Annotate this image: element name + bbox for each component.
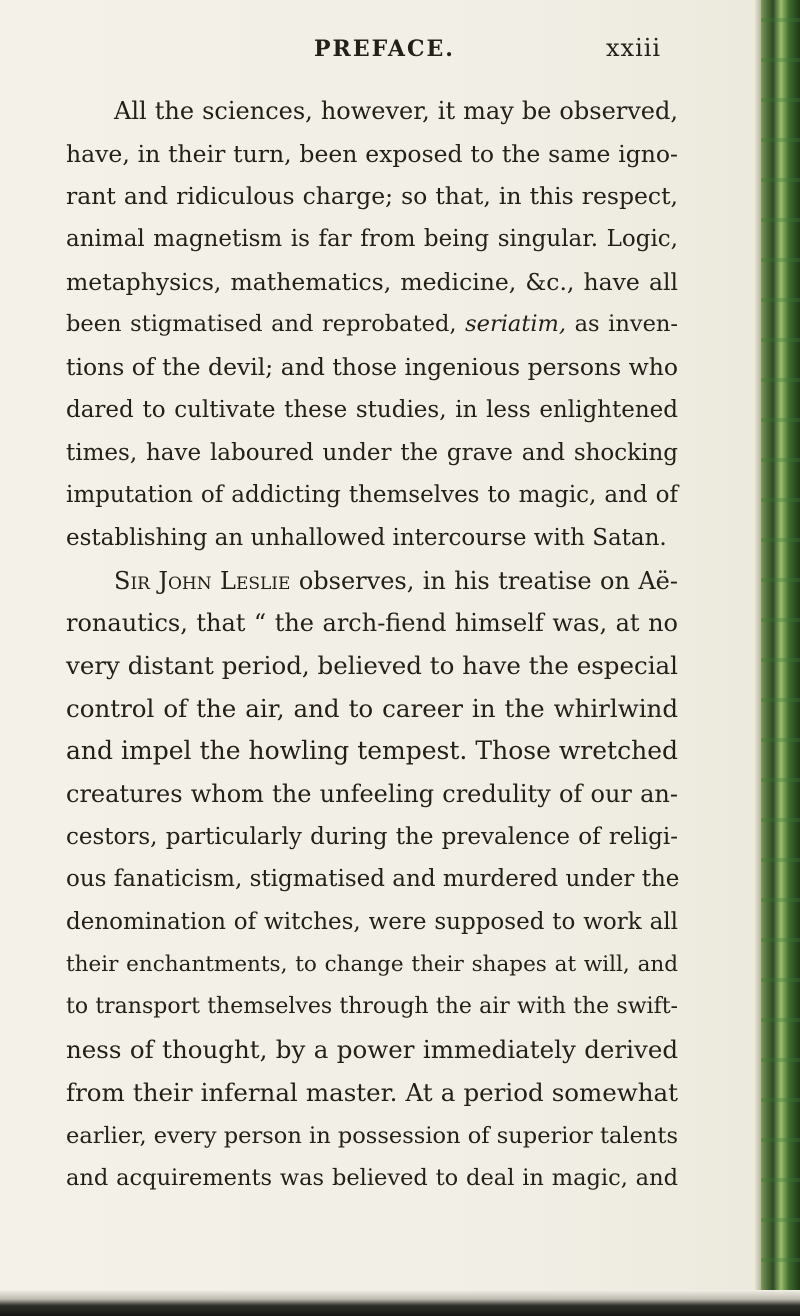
text-segment: observes, in his treatise on Aë- (298, 566, 678, 595)
text-line: their enchantments, to change their shapes at will, and (66, 951, 678, 977)
text-line: from their infernal master. At a period somewhat (66, 1077, 678, 1107)
book-binding-edge (755, 0, 800, 1316)
text-line: to transport themselves through the air with the swift- (66, 994, 678, 1020)
text-line: earlier, every person in possession of superior talents (66, 1122, 678, 1149)
text-line: and acquirements was believed to deal in magic, and (66, 1165, 678, 1192)
text-segment: as inven- (574, 311, 678, 338)
page-number: xxiii (606, 34, 662, 62)
text-line: ronautics, that “ the arch-fiend himself was, at no (66, 609, 678, 638)
text-line-mixed (114, 560, 678, 603)
text-line: dared to cultivate these studies, in less enlightened (66, 396, 678, 423)
text-line: cestors, particularly during the prevalence of religi- (66, 823, 678, 850)
text-line: All the sciences, however, it may be observed, (114, 97, 678, 125)
text-line: denomination of witches, were supposed to work all (66, 909, 678, 936)
text-segment: been stigmatised and reprobated, (66, 311, 457, 338)
text-line: times, have laboured under the grave and shocking (66, 439, 678, 466)
text-line: ous fanaticism, stigmatised and murdered under the (66, 866, 680, 893)
text-line: creatures whom the unfeeling credulity of our an- (66, 780, 678, 808)
body-text (66, 90, 680, 1200)
page-bottom-shadow (0, 1290, 800, 1316)
text-line: have, in their turn, been exposed to the same igno- (66, 139, 678, 168)
text-line: and impel the howling tempest. Those wretched (66, 736, 678, 766)
text-line: rant and ridiculous charge; so that, in this respect, (66, 182, 678, 211)
text-line: very distant period, believed to have the especial (66, 650, 678, 680)
running-head-title: PREFACE. (314, 36, 455, 62)
text-line-mixed (66, 303, 678, 346)
running-head (0, 30, 755, 70)
text-line: metaphysics, mathematics, medicine, &c., have all (66, 267, 678, 296)
text-line: ness of thought, by a power immediately derived (66, 1035, 678, 1065)
text-line: tions of the devil; and those ingenious persons who (66, 353, 679, 382)
text-line: imputation of addicting themselves to magic, and of (66, 482, 678, 509)
italic-term: seriatim, (465, 311, 567, 338)
text-line: establishing an unhallowed intercourse with Satan. (66, 524, 667, 551)
text-line: animal magnetism is far from being singular. Logic, (66, 226, 678, 253)
text-line: control of the air, and to career in the whirlwind (66, 693, 678, 723)
author-name: Sir John Leslie (114, 566, 291, 595)
